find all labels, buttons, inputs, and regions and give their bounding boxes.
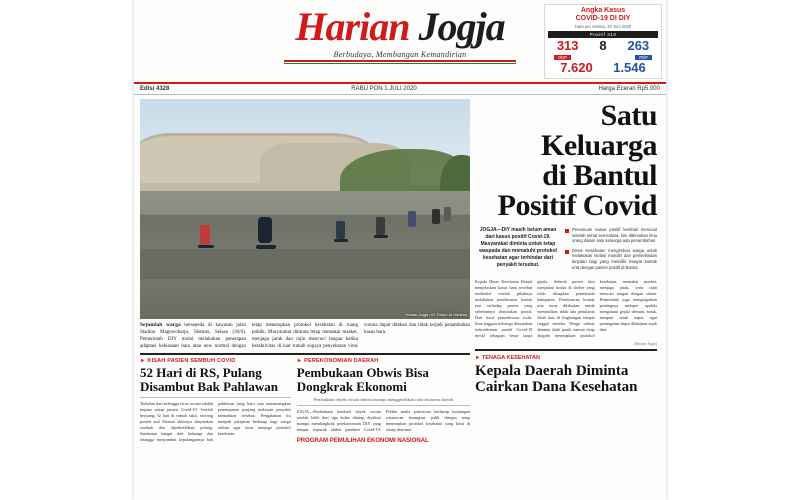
page-body (134, 95, 666, 499)
covid-cell-sembuh (621, 39, 656, 53)
photo-caption (140, 319, 470, 350)
left-column (140, 99, 470, 499)
masthead-green-rule (284, 63, 516, 64)
covid-cell-positif (550, 39, 585, 53)
story-rule (297, 405, 470, 406)
main-lead-row (475, 227, 657, 274)
photo-cyclist (258, 217, 272, 243)
main-bullet-item (565, 227, 657, 244)
edition-price: Harga Eceran Rp5.000 (598, 86, 660, 92)
covid-box-title: Angka Kasus (580, 7, 626, 14)
story-paragraph: Terbebas dari belenggu virus corona adalah impian setiap pasien Covid-19. Setelah berjuang 52 hari di rumah sakit, seorang pasien asal Sleman akhirnya dinyatakan sembuh dan diperbolehkan pulang. Sambutan hangat dari keluarga dan tetangga menyambut kepulangannya bak pahlawan yang baru saja memenangkan pertempuran panjang melawan penyakit mematikan tersebut. Pengalaman itu menjadi pelajaran berharga bagi warga sekitar agar terus menjaga protokol kesehatan. (140, 401, 291, 442)
lower-stories (140, 358, 470, 444)
main-lead-text: JOGJA—DIY masih belum aman dari kasus positif Covid-19. Masyarakat diminta untuk tetap waspada dan mematuhi protokol kesehatan agar terhindar dari penyakit tersebut. (479, 227, 557, 268)
photo-cyclist (432, 209, 440, 224)
story-obwis-ekonomi (297, 358, 470, 444)
photo-road (140, 249, 470, 279)
masthead-tagline: Berbudaya, Membangun Kemandirian (333, 50, 467, 59)
photo-bicycle (334, 239, 348, 242)
story-rule (140, 397, 291, 398)
photo-cyclist (444, 207, 451, 221)
covid-odp-pdp-row (548, 60, 658, 75)
covid-value-sembuh: 263 (627, 38, 650, 53)
right-column (475, 99, 657, 499)
main-bullet-list (565, 227, 657, 274)
story-kicker-label: PEREKONOMIAN DAERAH (304, 358, 379, 364)
covid-value-odp: 7.620 (560, 60, 593, 75)
main-headline-line-3: di Bantul (542, 159, 657, 192)
covid-value-positif: 313 (556, 38, 579, 53)
covid-cell-odp (550, 61, 603, 75)
story-subhead: PROGRAM PEMULIHAN EKONOMI NASIONAL (296, 437, 429, 444)
photo-cyclist (408, 211, 416, 227)
story-paragraph: JOGJA—Pembukaan kembali obyek wisata setelah lebih dari tiga bulan ditutup diyakini mampu mendongkrak perekonomian DIY yang sempat terpuruk akibat pandemi Covid-19. Pelaku usaha pariwisata berharap kunjungan wisatawan berangsur pulih dengan tetap menerapkan protokol kesehatan yang ketat di setiap destinasi. (296, 409, 470, 432)
photo-cyclist (376, 217, 385, 235)
covid-values-row (548, 38, 658, 53)
photo-cyclist (200, 225, 210, 245)
story-sembuh-covid (140, 358, 291, 444)
section-divider (140, 353, 470, 355)
covid-value-pdp: 1.546 (613, 60, 646, 75)
bullet-square-icon (565, 250, 569, 254)
story-kicker-label: KISAH PASIEN SEMBUH COVID (147, 358, 236, 364)
photo-bicycle (198, 245, 214, 248)
covid-cell-meninggal (585, 39, 620, 53)
main-lead-block (475, 227, 561, 274)
bottom-story-kicker: ► TENAGA KESEHATAN (475, 355, 540, 362)
logo-word-jogja: Jogja (418, 4, 505, 49)
covid-value-meninggal: 8 (599, 38, 607, 53)
photo-bicycle (256, 245, 276, 249)
newspaper-sheet (134, 0, 666, 500)
photo-cyclist (336, 221, 345, 239)
main-article-signature: (Harian Jogja) (634, 341, 657, 347)
story-body (140, 401, 291, 443)
edition-strip (134, 84, 666, 95)
photo-bicycle (374, 235, 388, 238)
main-article-paragraph: Kepala Dinas Kesehatan Bantul menjelaskan kasus baru tersebut terdeteksi setelah pihaknya melakukan penelusuran kontak erat terhadap pasien yang sebelumnya dinyatakan positif. Dari hasil pemeriksaan swab, lima anggota keluarga dinyatakan terkonfirmasi positif Covid-19 meski sebagian besar tanpa gejala. Seluruh pasien kini menjalani isolasi di shelter yang telah disiapkan pemerintah kabupaten. Penelusuran kontak erat terus dilakukan untuk memastikan tidak ada penularan lebih luas di lingkungan tempat tinggal mereka. Warga sekitar diminta tidak panik namun tetap disiplin menerapkan protokol kesehatan, memakai masker, menjaga jarak, serta rajin mencuci tangan dengan sabun. Pemerintah juga mengingatkan pentingnya melapor apabila mengalami gejala demam, batuk, maupun sesak napas agar penanganan dapat dilakukan sejak dini. (475, 279, 657, 339)
main-bullet-item (565, 248, 657, 270)
photo-credit: Harian Jogja / M. Faizin Al Hanifah (405, 312, 467, 317)
story-headline[interactable]: 52 Hari di RS, Pulang Disambut Bak Pahlawan (140, 365, 278, 394)
edition-number: Edisi 4328 (140, 86, 170, 92)
main-article-body (475, 279, 657, 339)
covid-cell-pdp (603, 61, 656, 75)
story-body (297, 409, 470, 435)
logo-word-harian: Harian (295, 4, 410, 49)
edition-date: RABU PON 1 JULI 2020 (351, 86, 417, 92)
main-headline-line-2: Keluarga (541, 129, 657, 162)
main-bullet-text: Penemuan kasus positif kembali mencuat setelah sehat sementara, kini ditemukan lima orang dalam satu keluarga ada penambahan. (572, 227, 657, 244)
masthead (134, 0, 666, 84)
main-headline-line-4: Positif Covid (497, 189, 657, 222)
story-kicker: ► KISAH PASIEN SEMBUH COVID (140, 358, 236, 364)
main-headline-line-1: Satu (600, 99, 657, 132)
story-kicker: ► PEREKONOMIAN DAERAH (296, 358, 379, 364)
story-headline[interactable]: Pembukaan Obwis Bisa Dongkrak Ekonomi (296, 365, 429, 394)
main-bullet-text: Dinas Kesehatan mengimbau warga untuk melakukan isolasi mandiri dan pemeriksaan lanjutan bagi yang memiliki riwayat kontak erat dengan pasien positif di Bantul. (572, 247, 657, 270)
bullet-square-icon (565, 229, 569, 233)
story-byline: Pembukaan obyek wisata dinilai mampu menggerakkan roda ekonomi daerah (313, 397, 454, 402)
photo-caption-body: bersepeda di kawasan jalan Stadion Maguwoharjo, Sleman, Selasa (30/6). Pemerintah DIY mulai melakukan penerapan adaptasi kebiasaan baru atau new normal dengan tetap menerapkan protokol kesehatan di ruang publik. Masyarakat diminta tetap memakai masker, menjaga jarak dan rajin mencuci tangan ketika beraktivitas di luar rumah supaya penyebaran virus corona dapat ditekan dan tidak terjadi penambahan kasus baru. (140, 323, 470, 349)
masthead-red-rule (284, 60, 516, 62)
covid-label-pdp: PDP (635, 55, 652, 60)
covid-tag-row (548, 53, 658, 60)
covid-box-subtitle: Data per Selasa, 30 Juni 2020 (574, 24, 632, 29)
bottom-story-kicker-label: TENAGA KESEHATAN (481, 355, 540, 362)
main-headline[interactable] (475, 101, 657, 221)
photo-caption-lead: Sejumlah warga (140, 322, 181, 328)
bottom-story-headline[interactable]: Kepala Daerah Diminta Cairkan Dana Kesehatan (475, 363, 638, 396)
covid-box-title2: COVID-19 DI DIY (575, 15, 631, 22)
right-section-divider (475, 349, 657, 351)
covid-label-odp: ODP (554, 55, 571, 60)
lead-photo (140, 99, 470, 319)
covid-statistics-box (544, 4, 662, 79)
covid-positive-bar: Positif 313 (548, 31, 658, 38)
